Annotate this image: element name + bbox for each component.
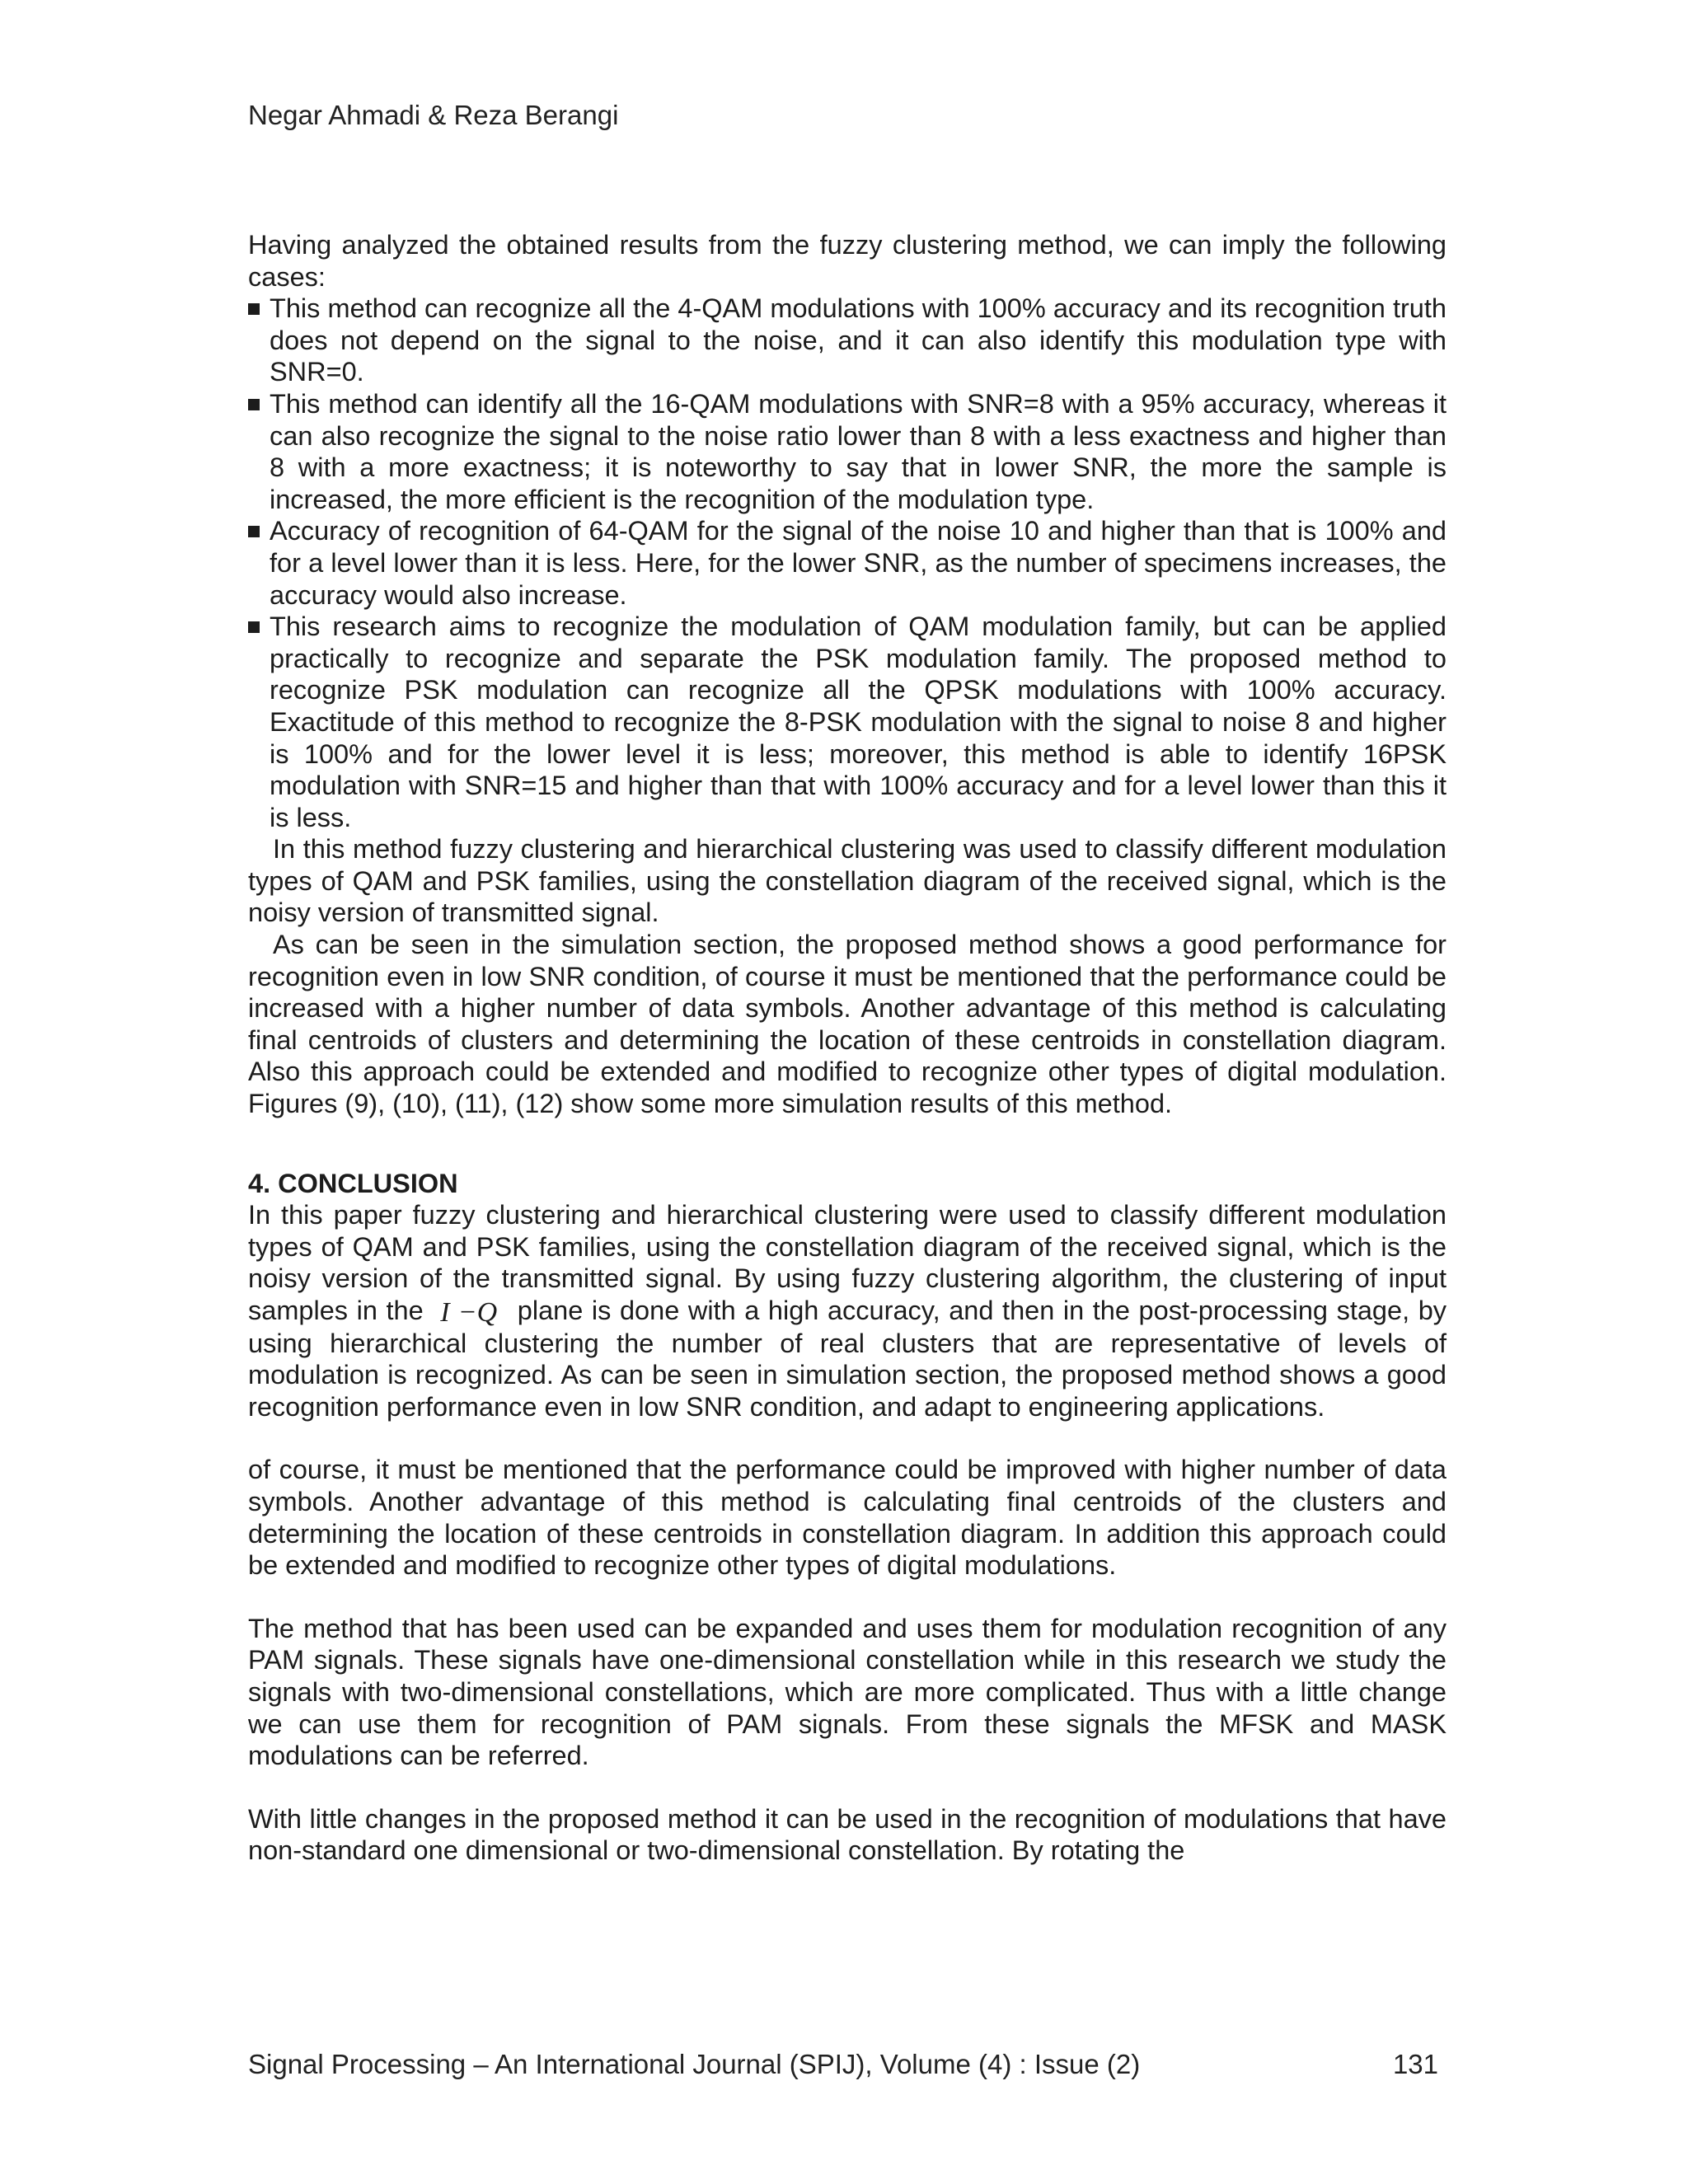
result-bullet (248, 611, 1447, 833)
section-heading-conclusion: 4. CONCLUSION (248, 1168, 458, 1198)
page-footer (248, 2046, 1447, 2083)
running-head-authors: Negar Ahmadi & Reza Berangi (248, 100, 619, 130)
body-text (248, 229, 1447, 1867)
iq-plane-math: I −Q (440, 1297, 498, 1328)
conclusion-paragraph-3: The method that has been used can be expanded and uses them for modulation recognition of any PAM signals. These signals have one-dimensional constellation while in this research we study the signals with two-dimensional constellations, which are more complicated. Thus with a little change we can use them for recognition of PAM signals. From these signals the MFSK and MASK modulations can be referred. (248, 1613, 1447, 1771)
square-bullet-icon (248, 303, 260, 315)
simulation-paragraph: As can be seen in the simulation section, the proposed method shows a good performance for recognition even in low SNR condition, of course it must be mentioned that the performance could be increased with a higher number of data symbols. Another advantage of this method is calculating final centroids of clusters and determining the location of these centroids in constellation diagram. Also this approach could be extended and modified to recognize other types of digital modulation. Figures (9), (10), (11), (12) show some more simulation results of this method. (248, 930, 1447, 1119)
result-bullet (248, 515, 1447, 611)
bullet-text: This research aims to recognize the modulation of QAM modulation family, but can be applied practically to recognize and separate the PSK modulation family. The proposed method to recognize PSK modulation can recognize all the QPSK modulations with 100% accuracy. Exactitude of this method to recognize the 8-PSK modulation with the signal to noise 8 and higher is 100% and for the lower level it is less; moreover, this method is able to identify 16PSK modulation with SNR=15 and higher than that with 100% accuracy and for a level lower than this it is less. (270, 612, 1447, 832)
bullet-text: Accuracy of recognition of 64-QAM for the signal of the noise 10 and higher than that is 100% and for a level lower than it is less. Here, for the lower SNR, as the number of specimens increases, the accuracy would also increase. (270, 516, 1447, 610)
result-bullet (248, 293, 1447, 388)
bullet-text: This method can identify all the 16-QAM modulations with SNR=8 with a 95% accuracy, whereas it can also recognize the signal to the noise ratio lower than 8 with a less exactness and higher than 8 with a more exactness; it is noteworthy to say that in lower SNR, the more the sample is increased, the more efficient is the recognition of the modulation type. (270, 388, 1447, 514)
square-bullet-icon (248, 526, 260, 537)
conclusion-text-before-math: In this paper fuzzy clustering and hierarchical clustering were used to classify different modulation types of QAM and PSK families, using the constellation diagram of the received signal, which is the noisy version of the transmitted signal. By using fuzzy clustering algorithm, the clustering of input samples in the (248, 1200, 1447, 1325)
conclusion-text-after-math: plane is done with a high accuracy, and then in the post-processing stage, by using hierarchical clustering the number of real clusters that are representative of levels of modulation is recognized. As can be seen in simulation section, the proposed method shows a good recognition performance even in low SNR condition, and adapt to engineering applications. (248, 1296, 1447, 1422)
footer-journal-title: Signal Processing – An International Journal (SPIJ), Volume (4) : Issue (2) (248, 2049, 1141, 2079)
square-bullet-icon (248, 399, 260, 410)
bullet-text: This method can recognize all the 4-QAM modulations with 100% accuracy and its recognition truth does not depend on the signal to the noise, and it can also identify this modulation type with SNR=0. (270, 293, 1447, 387)
result-bullet (248, 388, 1447, 515)
method-paragraph: In this method fuzzy clustering and hierarchical clustering was used to classify different modulation types of QAM and PSK families, using the constellation diagram of the received signal, which is the noisy version of transmitted signal. (248, 834, 1447, 928)
conclusion-paragraph-1 (248, 1199, 1447, 1422)
conclusion-paragraph-4: With little changes in the proposed method it can be used in the recognition of modulations that have non-standard one dimensional or two-dimensional constellation. By rotating the (248, 1803, 1447, 1866)
intro-paragraph: Having analyzed the obtained results from the fuzzy clustering method, we can imply the following cases: (248, 230, 1447, 292)
square-bullet-icon (248, 621, 260, 633)
conclusion-paragraph-2: of course, it must be mentioned that the performance could be improved with higher number of data symbols. Another advantage of this method is calculating final centroids of the clusters and determining the location of these centroids in constellation diagram. In addition this approach could be extended and modified to recognize other types of digital modulations. (248, 1455, 1447, 1581)
page-number: 131 (1392, 2049, 1438, 2079)
